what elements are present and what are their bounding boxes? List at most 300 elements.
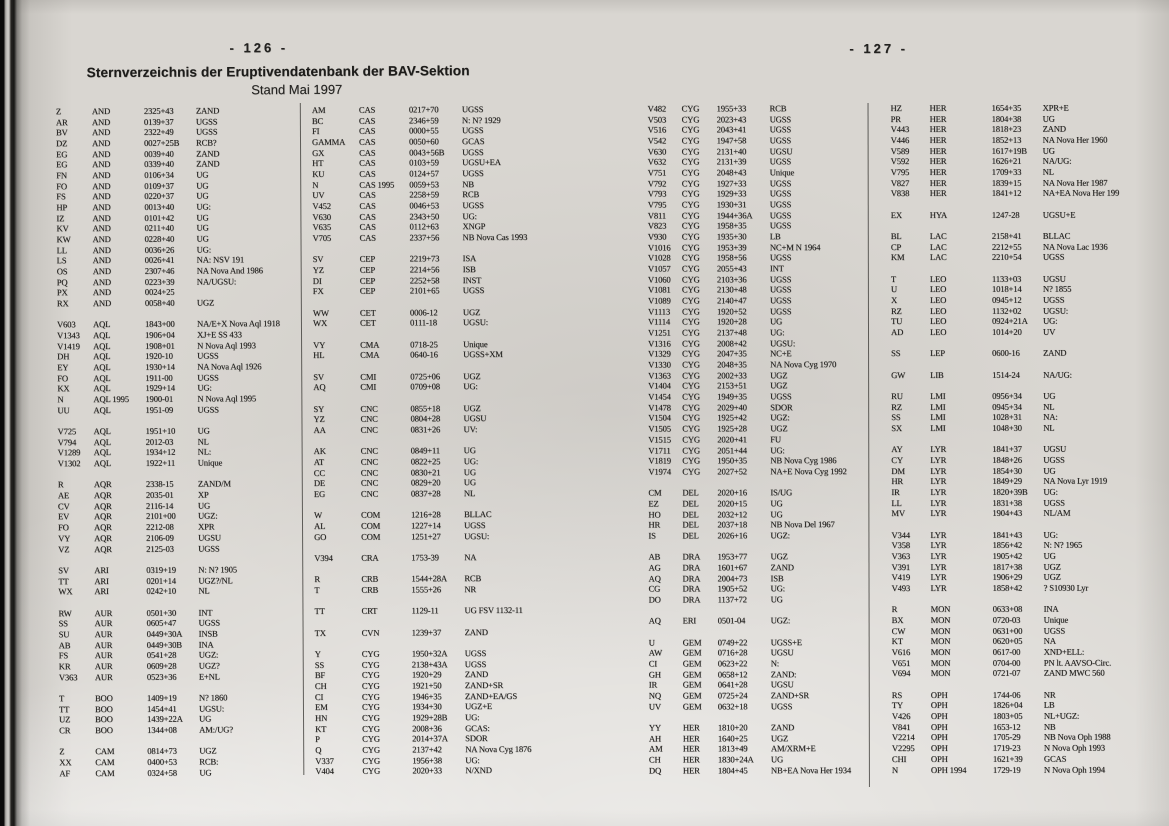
star-name: V794 — [57, 436, 77, 448]
star-row — [648, 498, 873, 509]
coordinates: 0720-03 — [992, 614, 1021, 625]
variability-type: UGSS — [770, 391, 792, 402]
star-name: BX — [891, 615, 904, 626]
variability-type: XPR+E — [1042, 102, 1069, 113]
variability-type: UGZ: — [770, 530, 790, 541]
star-row — [892, 743, 1168, 754]
variability-type: UGSS — [1042, 294, 1065, 305]
variability-type: AM:/UG? — [199, 724, 233, 735]
constellation: OPH — [930, 743, 948, 754]
constellation-group — [58, 564, 306, 597]
variability-type: ? S10930 Lyr — [1043, 582, 1089, 593]
star-row — [648, 402, 873, 413]
star-row — [891, 177, 1167, 188]
coordinates: 0109+37 — [144, 180, 174, 191]
constellation: MON — [930, 646, 951, 658]
constellation-group — [59, 692, 307, 736]
coordinates: 0000+55 — [408, 125, 439, 136]
coordinates: 1934+12 — [145, 447, 176, 458]
star-name: V1060 — [647, 274, 671, 285]
variability-type: NL — [198, 585, 210, 596]
star-name: FI — [311, 126, 320, 137]
coordinates: 1813+49 — [717, 743, 748, 754]
constellation: CEP — [359, 275, 376, 286]
constellation: CRT — [361, 606, 378, 617]
star-name: DH — [57, 351, 70, 362]
coordinates: 1653-12 — [992, 721, 1021, 732]
star-row — [648, 370, 873, 381]
star-row — [648, 167, 873, 178]
variability-type: UGSS — [769, 209, 792, 220]
star-name: TY — [891, 700, 903, 711]
coordinates: 1934+30 — [411, 701, 442, 712]
coordinates: 0228+40 — [144, 233, 175, 244]
star-name: FO — [56, 180, 67, 191]
constellation: CYG — [362, 723, 380, 734]
constellation: LYR — [930, 550, 947, 561]
constellation-group — [648, 487, 873, 541]
coordinates: 0837+28 — [410, 488, 441, 499]
variability-type: NB Nova Cas 1993 — [462, 231, 528, 243]
star-row — [891, 369, 1167, 380]
coordinates: 1227+14 — [410, 520, 441, 531]
coordinates: 0541+28 — [146, 649, 177, 660]
star-row — [891, 326, 1167, 337]
variability-type: UGSS — [769, 252, 792, 263]
coordinates: 0111-18 — [409, 317, 437, 328]
variability-type: UG — [1043, 550, 1056, 561]
constellation-group — [648, 551, 873, 605]
star-name: V632 — [647, 156, 667, 167]
star-name: V795 — [647, 199, 667, 210]
coordinates: 1950+35 — [717, 455, 747, 466]
coordinates: 0006-12 — [409, 307, 438, 318]
constellation: LYR — [930, 582, 947, 594]
star-name: AL — [313, 520, 326, 532]
variability-type: UG: — [1043, 529, 1058, 540]
constellation: LEO — [929, 294, 947, 305]
constellation: CAS — [359, 189, 376, 201]
star-row — [57, 404, 305, 416]
coordinates: 0640-16 — [410, 349, 438, 360]
star-name: YZ — [313, 414, 325, 425]
constellation: HER — [929, 166, 947, 177]
variability-type: INA — [198, 638, 214, 650]
coordinates: 2137+42 — [412, 744, 442, 755]
star-row — [891, 273, 1167, 284]
variability-type: NA Nova And 1986 — [196, 265, 263, 276]
coordinates: 2103+36 — [716, 274, 747, 285]
constellation: CMI — [360, 382, 377, 393]
constellation: LYR — [930, 497, 947, 508]
coordinates: 1854+30 — [992, 465, 1022, 476]
constellation: CRB — [361, 584, 379, 595]
variability-type: UGSS — [462, 285, 485, 296]
constellation-group — [313, 402, 581, 435]
constellation: AQR — [94, 532, 112, 543]
coordinates: 0523+36 — [146, 671, 177, 682]
constellation: DRA — [682, 572, 701, 583]
coordinates: 1601+67 — [717, 562, 748, 573]
constellation: AND — [92, 234, 111, 245]
constellation: MON — [930, 668, 951, 679]
variability-type: UG: — [769, 327, 785, 338]
constellation: DEL — [682, 498, 699, 509]
variability-type: UGSU: — [770, 337, 796, 349]
coordinates: 0036+26 — [144, 244, 175, 255]
star-name: AG — [648, 562, 661, 573]
coordinates: 1911-00 — [145, 372, 173, 383]
constellation: CET — [359, 307, 376, 318]
star-name: SV — [313, 371, 324, 382]
variability-type: ZAND — [196, 148, 220, 159]
star-name: TT — [314, 606, 325, 617]
constellation: HER — [929, 177, 947, 188]
star-name: V827 — [890, 177, 910, 188]
variability-type: ZAND — [464, 626, 488, 637]
variability-type: N Nova Oph 1994 — [1043, 764, 1105, 775]
star-name: V1057 — [647, 263, 671, 274]
constellation: CYG — [682, 444, 700, 455]
variability-type: UGZ — [770, 423, 788, 434]
coordinates: 1621+39 — [992, 753, 1023, 764]
constellation: ARI — [94, 575, 109, 586]
star-name: V1504 — [648, 412, 671, 423]
coordinates: 2008+42 — [717, 338, 747, 349]
star-row — [58, 457, 306, 469]
variability-type: UG: — [463, 456, 479, 467]
constellation: AUR — [94, 650, 113, 661]
constellation: LMI — [930, 422, 946, 433]
star-name: V482 — [647, 103, 667, 114]
coordinates: 2125-03 — [146, 543, 174, 554]
variability-type: UGZ — [463, 370, 481, 381]
coordinates: 0749+22 — [717, 636, 748, 647]
coordinates: 2131+39 — [716, 156, 747, 167]
coordinates: 2346+59 — [408, 114, 439, 126]
constellation: AQR — [93, 490, 112, 501]
constellation: AQR — [93, 511, 112, 522]
star-name: AM — [311, 104, 326, 115]
constellation: AND — [92, 180, 111, 191]
star-row — [648, 487, 873, 498]
variability-type: UG — [770, 508, 783, 519]
variability-type: UG: — [196, 201, 211, 212]
constellation: LEO — [929, 316, 947, 327]
variability-type: IS/UG — [770, 487, 793, 498]
coordinates: 1048+30 — [992, 422, 1022, 433]
constellation: AQL — [93, 426, 111, 437]
coordinates: 2020+15 — [717, 498, 747, 509]
constellation: LYR — [930, 561, 947, 572]
coordinates: 0725+06 — [410, 371, 440, 382]
star-name: DO — [648, 594, 661, 605]
variability-type: UGZ — [463, 402, 481, 413]
star-name: Z — [59, 746, 65, 757]
constellation: CNC — [360, 478, 379, 489]
star-name: HR — [891, 476, 903, 487]
star-row — [648, 114, 873, 125]
star-row — [891, 241, 1167, 252]
variability-type: NA Nova Aql 1926 — [197, 361, 262, 372]
star-name: V592 — [890, 156, 910, 167]
coordinates: 0201+14 — [146, 575, 176, 586]
coordinates: 1905+42 — [992, 550, 1023, 561]
variability-type: N? 1855 — [1042, 283, 1072, 295]
star-name: V1113 — [647, 306, 670, 317]
constellation-group — [59, 745, 307, 778]
coordinates: 0849+11 — [410, 445, 440, 456]
coordinates: 1028+31 — [992, 412, 1022, 423]
variability-type: AM/XRM+E — [770, 743, 816, 754]
coordinates: 0605+47 — [146, 617, 177, 628]
coordinates: 1922+11 — [145, 457, 175, 468]
star-name: V419 — [891, 572, 911, 583]
constellation: AQL — [93, 340, 111, 351]
variability-type: NA/E+X Nova Aql 1918 — [196, 318, 280, 329]
variability-type: NL — [1043, 401, 1055, 412]
constellation: AUR — [94, 671, 113, 682]
coordinates: 1014+20 — [991, 326, 1022, 337]
constellation: CNC — [360, 414, 378, 425]
constellation-group — [891, 390, 1167, 433]
coordinates: 1719-23 — [992, 742, 1021, 753]
constellation: CEP — [359, 286, 376, 297]
star-name: V1343 — [56, 330, 80, 341]
star-name: V542 — [647, 135, 667, 146]
variability-type: UGZ — [199, 745, 217, 756]
star-row — [314, 488, 582, 500]
variability-type: GCAS — [1043, 753, 1067, 764]
coordinates: 2014+37A — [412, 733, 448, 744]
variability-type: BLLAC — [1042, 230, 1071, 241]
variability-type: NB Nova Oph 1988 — [1043, 732, 1111, 743]
star-row — [313, 424, 581, 436]
coordinates: 1705-29 — [992, 732, 1021, 743]
variability-type: UGSS — [195, 116, 218, 127]
constellation: CYG — [681, 103, 700, 114]
variability-type: NA+E Nova Cyg 1992 — [770, 465, 847, 477]
constellation-group — [892, 604, 1168, 679]
coordinates: 1852+13 — [991, 134, 1022, 145]
star-row — [891, 113, 1167, 124]
variability-type: UGSU: — [464, 530, 490, 541]
variability-type: N/XND — [465, 765, 492, 776]
star-row — [314, 530, 582, 542]
page-number: - 126 - — [229, 40, 289, 56]
star-name: BC — [311, 115, 324, 126]
star-row — [891, 540, 1167, 551]
constellation: OPH 1994 — [930, 764, 967, 775]
star-row — [59, 671, 307, 683]
variability-type: XND+ELL: — [1043, 646, 1085, 657]
coordinates: 2002+33 — [717, 370, 747, 381]
variability-type: ZAND MWC 560 — [1043, 668, 1105, 679]
coordinates: 0641+28 — [717, 679, 748, 690]
star-row — [59, 767, 307, 779]
coordinates: 0026+41 — [144, 255, 175, 266]
constellation: AND — [92, 298, 112, 309]
variability-type: NA — [1043, 636, 1056, 647]
star-name: FO — [58, 522, 69, 533]
star-row — [892, 572, 1168, 583]
star-name: TT — [58, 575, 69, 586]
constellation: LYR — [930, 454, 947, 465]
constellation: CYG — [361, 648, 380, 659]
constellation: CNC — [360, 446, 378, 457]
star-name: NQ — [648, 690, 661, 701]
coordinates: 0101+42 — [144, 212, 175, 223]
constellation: HER — [682, 732, 700, 743]
variability-type: UGSS+E — [770, 636, 802, 647]
variability-type: GCAS — [461, 136, 485, 147]
star-name: T — [58, 693, 65, 704]
coordinates: 1951+10 — [145, 425, 176, 436]
constellation-group — [891, 273, 1167, 338]
star-name: N — [57, 394, 64, 405]
constellation: HYA — [929, 209, 947, 220]
variability-type: ISB — [770, 572, 784, 583]
constellation: HER — [929, 188, 947, 199]
constellation: ARI — [94, 564, 109, 575]
coordinates: 1906+29 — [992, 572, 1023, 583]
star-row — [891, 401, 1167, 412]
constellation: CMA — [360, 349, 380, 361]
coordinates: 1956+38 — [412, 755, 442, 766]
constellation: AQL — [93, 351, 111, 362]
star-row — [648, 466, 873, 477]
variability-type: LB — [1043, 700, 1055, 711]
star-name: SY — [313, 403, 325, 414]
star-name: RW — [58, 607, 72, 618]
star-row — [649, 765, 874, 776]
coordinates: 2008+36 — [412, 723, 442, 734]
coordinates: 1454+41 — [146, 703, 177, 714]
star-name: AF — [59, 767, 71, 778]
coordinates: 0855+18 — [410, 403, 441, 414]
star-name: SS — [891, 412, 901, 423]
constellation: CET — [359, 318, 376, 329]
star-name: FN — [56, 170, 67, 181]
star-row — [892, 689, 1168, 700]
star-row — [315, 626, 583, 638]
star-row — [648, 295, 873, 306]
star-row — [892, 604, 1168, 615]
star-row — [648, 391, 873, 402]
constellation: AQL — [93, 372, 111, 383]
constellation: CYG — [681, 210, 700, 221]
variability-type: UG — [463, 477, 476, 488]
constellation: CNC — [360, 467, 379, 478]
constellation: DEL — [682, 530, 699, 541]
star-name: V1081 — [647, 284, 671, 295]
constellation: AND — [91, 138, 111, 149]
star-row — [891, 284, 1167, 295]
star-row — [649, 733, 874, 744]
constellation: AQL — [93, 458, 111, 469]
variability-type: GCAS: — [465, 722, 490, 733]
coordinates: 2140+47 — [716, 295, 747, 306]
constellation: AUR — [94, 660, 113, 671]
star-name: V1251 — [647, 327, 671, 338]
variability-type: UGSU: — [462, 317, 489, 328]
constellation: LEO — [929, 284, 947, 295]
constellation: LEP — [930, 348, 945, 359]
variability-type: ZAND — [1042, 123, 1066, 135]
coordinates: 1920+29 — [411, 669, 442, 680]
constellation-group — [56, 105, 305, 309]
star-name: SS — [314, 659, 325, 670]
constellation: AUR — [94, 618, 113, 629]
variability-type: N: — [770, 658, 780, 669]
star-name: V1329 — [648, 348, 671, 359]
variability-type: SDOR — [770, 402, 793, 413]
star-row — [648, 156, 873, 167]
star-name: V792 — [647, 178, 667, 189]
star-name: V630 — [647, 146, 667, 157]
constellation: CYG — [362, 712, 380, 723]
coordinates: 2210+54 — [991, 252, 1022, 263]
coordinates: 1947+58 — [716, 135, 747, 146]
variability-type: UG: — [196, 244, 211, 255]
coordinates: 1949+35 — [717, 391, 747, 402]
constellation: DEL — [682, 508, 699, 519]
star-name: VY — [58, 533, 71, 544]
variability-type: UG — [196, 222, 209, 233]
coordinates: 1514-24 — [992, 369, 1020, 380]
variability-type: UG — [770, 498, 783, 509]
variability-type: PN lt. AAVSO-Circ. — [1043, 657, 1112, 668]
star-name: AW — [648, 647, 663, 658]
variability-type: UGSS — [769, 188, 792, 199]
constellation: CYG — [681, 124, 700, 135]
coordinates: 0945+12 — [991, 294, 1022, 305]
page-127 — [599, 0, 1169, 826]
coordinates: 1129-11 — [411, 605, 439, 616]
constellation: CYG — [681, 263, 700, 274]
variability-type: XPR — [198, 521, 215, 532]
star-name: V1404 — [648, 380, 671, 391]
coordinates: 1900-01 — [145, 393, 173, 404]
star-name: HL — [313, 350, 325, 361]
constellation: CYG — [682, 466, 701, 477]
constellation-group — [315, 648, 584, 777]
star-name: V1330 — [648, 359, 671, 370]
constellation: CNC — [360, 403, 378, 414]
coordinates: 2101+65 — [409, 285, 440, 296]
variability-type: UGSS — [462, 200, 484, 211]
variability-type: UG — [1042, 145, 1055, 156]
coordinates: 1826+04 — [992, 700, 1023, 711]
star-row — [313, 317, 581, 329]
constellation: MON — [930, 636, 951, 647]
star-row — [649, 658, 874, 669]
variability-type: UGSS — [769, 113, 791, 124]
star-row — [649, 690, 874, 701]
variability-type: INST — [462, 274, 482, 285]
constellation: CYG — [362, 755, 380, 766]
variability-type: INT — [769, 263, 784, 274]
constellation: AND — [92, 159, 111, 170]
variability-type: UGZ — [770, 380, 788, 391]
star-name: CH — [648, 754, 661, 765]
constellation: LYR — [930, 540, 947, 551]
coordinates: 0039+40 — [144, 148, 174, 159]
star-name: Z — [55, 106, 61, 117]
star-row — [892, 668, 1168, 679]
variability-type: UGSS — [195, 126, 218, 137]
constellation: CAS — [359, 200, 376, 211]
